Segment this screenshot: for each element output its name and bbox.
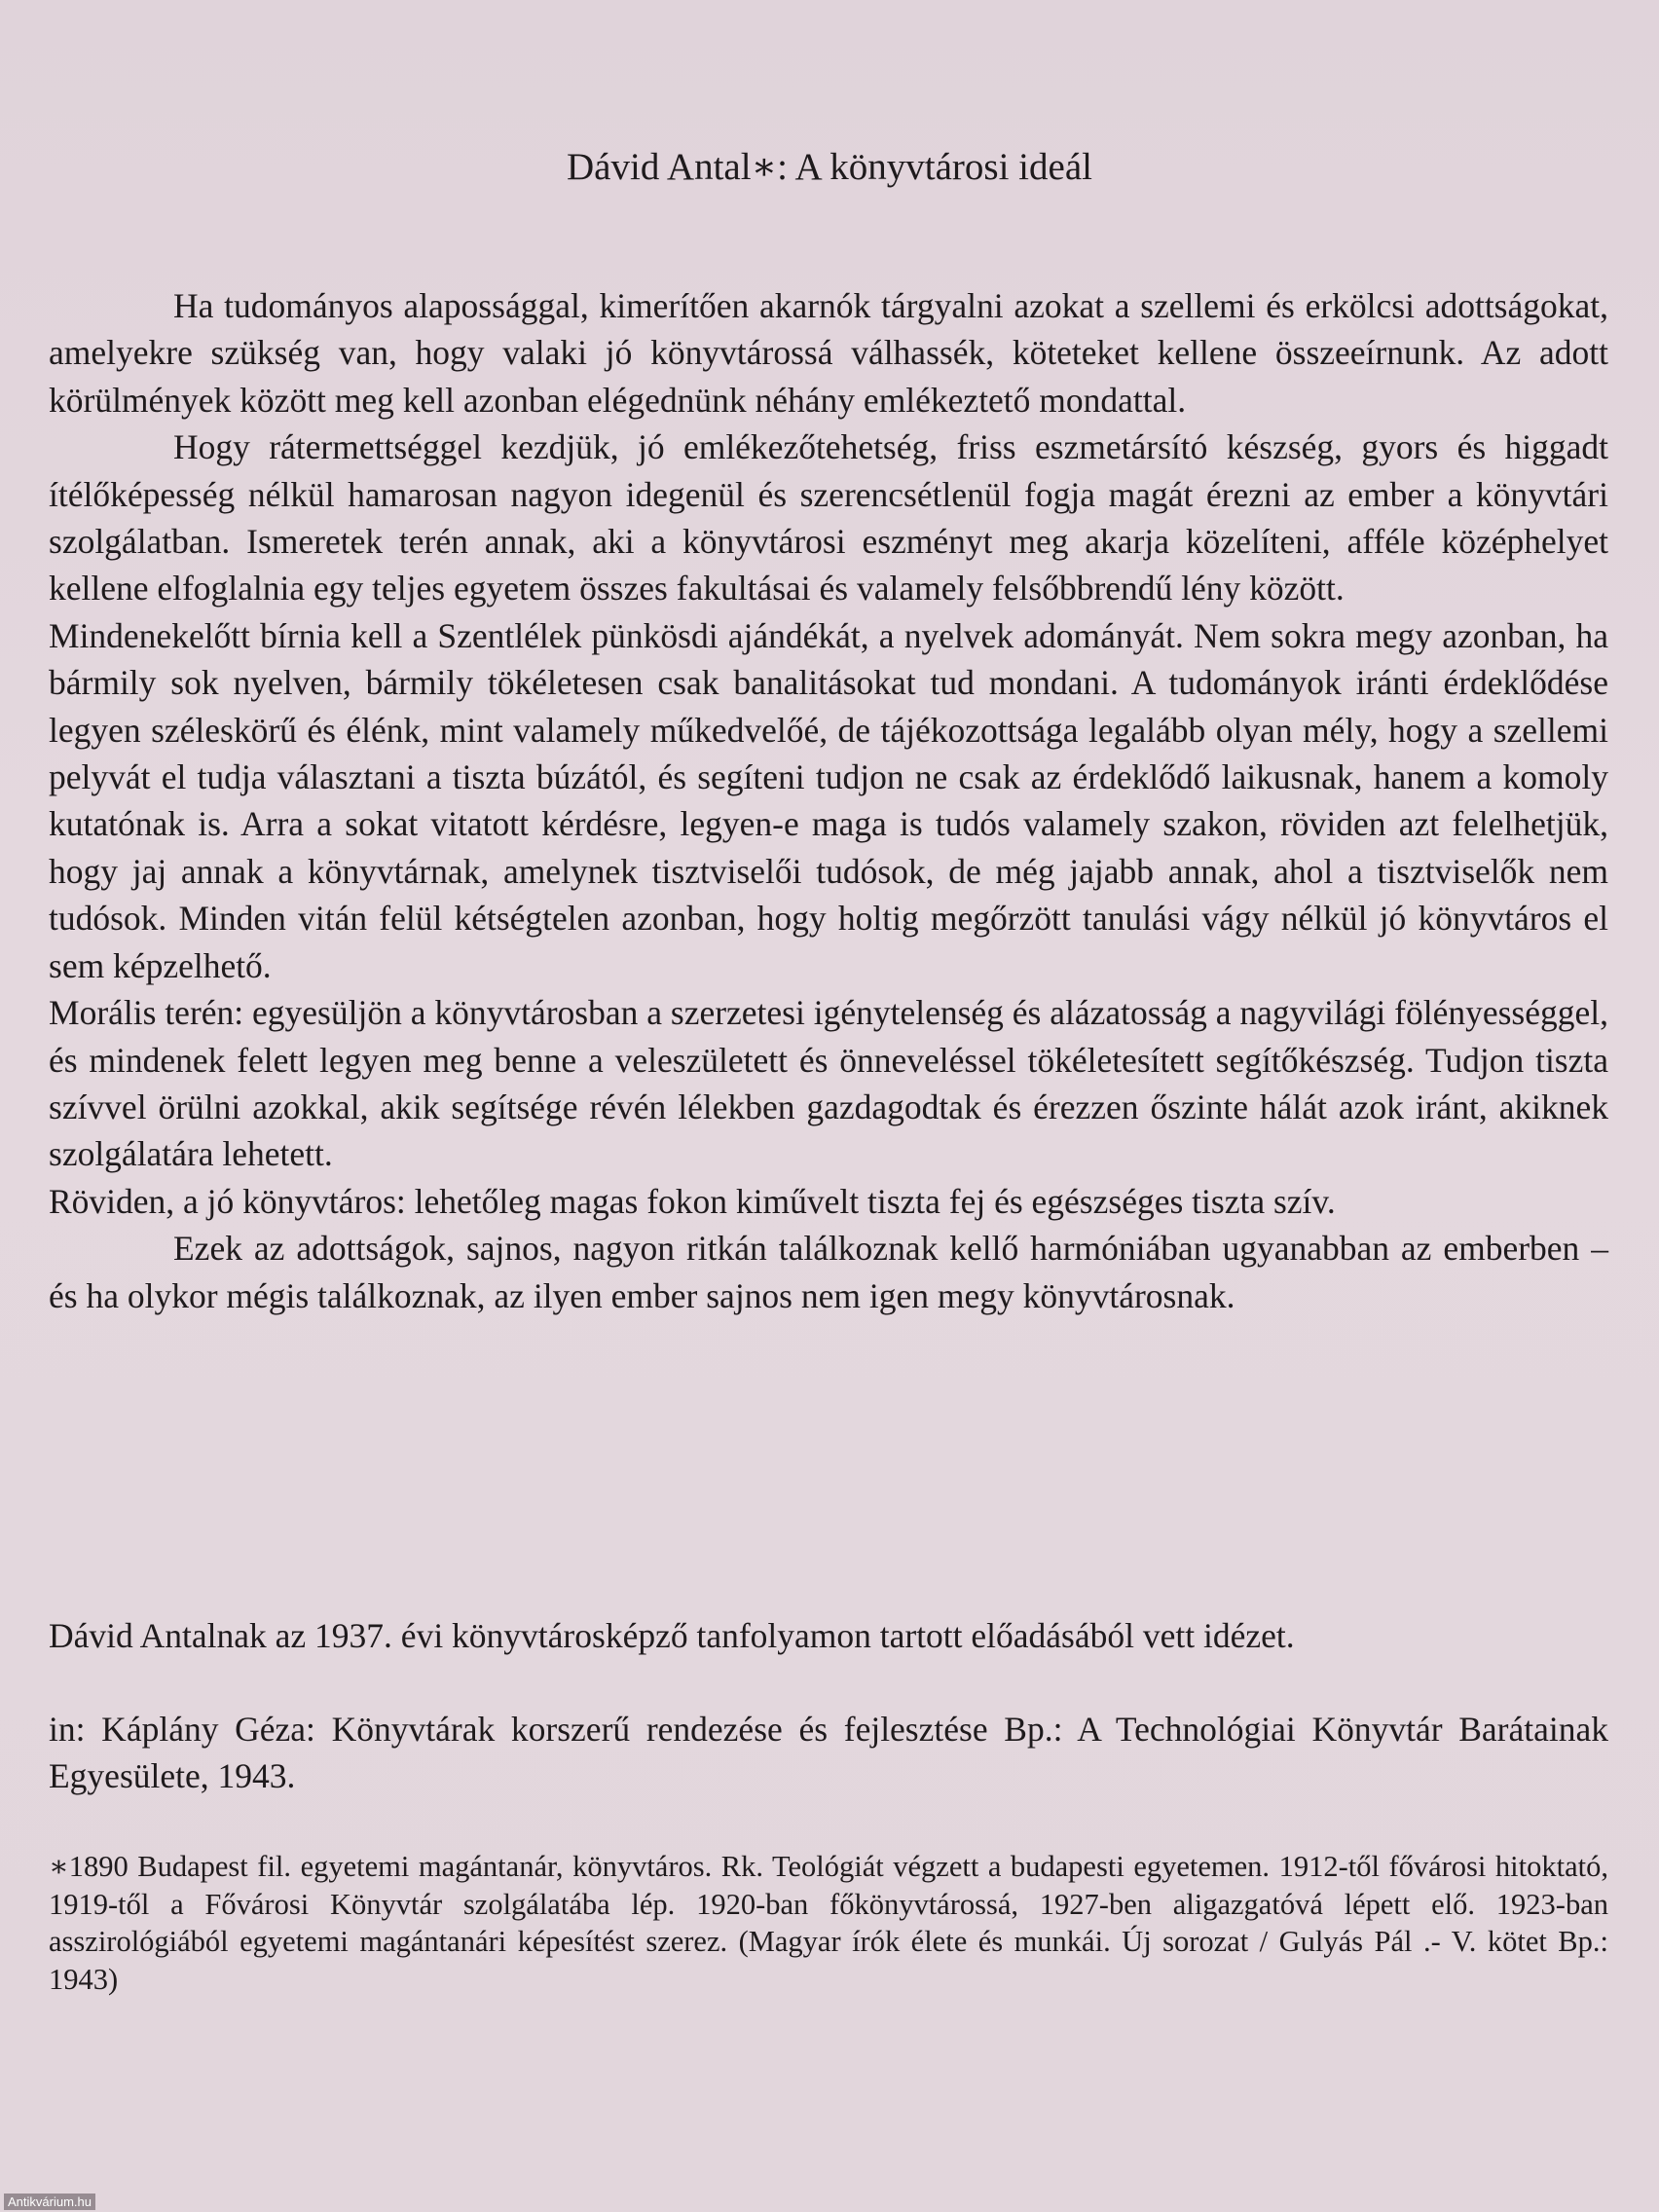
paragraph: Ezek az adottságok, sajnos, nagyon ritkán találkoznak kellő harmóniában ugyanabban az emberben – és ha olykor mégis találkoznak, az ilyen ember sajnos nem igen megy könyvtárosnak.: [49, 1229, 1608, 1315]
quote-source: Dávid Antalnak az 1937. évi könyvtárosképző tanfolyamon tartott előadásából vett idézet.: [49, 1616, 1295, 1655]
document-title: Dávid Antal∗: A könyvtárosi ideál: [567, 146, 1092, 188]
paragraph: Ha tudományos alapossággal, kimerítően akarnók tárgyalni azokat a szellemi és erkölcsi adottságokat, amelyekre szükség van, hogy valaki jó könyvtárossá válhassék, köteteket kellene összeeírnunk. Az adott körülmények között meg kell azonban elégednünk néhány emlékeztető mondattal.: [49, 286, 1608, 420]
footnote: ∗1890 Budapest fil. egyetemi magántanár, könyvtáros. Rk. Teológiát végzett a budapesti egyetemen. 1912-től fővárosi hitoktató, 1919-től a Fővárosi Könyvtár szolgálatába lép. 1920-ban főkönyvtárossá, 1927-ben aligazgatóvá lépett elő. 1923-ban asszirológiából egyetemi magántanári képesítést szerez. (Magyar írók élete és munkái. Új sorozat / Gulyás Pál .- V. kötet Bp.: 1943): [49, 1850, 1608, 1996]
paragraph: Röviden, a jó könyvtáros: lehetőleg magas fokon kiművelt tiszta fej és egészséges tiszta szív.: [49, 1181, 1336, 1221]
paragraph: Mindenekelőtt bírnia kell a Szentlélek pünkösdi ajándékát, a nyelvek adományát. Nem sokra megy azonban, ha bármily sok nyelven, bármily tökéletesen csak banalitásokat tud mondani. A tudományok iránti érdeklődése legyen széleskörű és élénk, mint valamely műkedvelőé, de tájékozottsága legalább olyan mély, hogy a szellemi pelyvát el tudja választani a tiszta búzától, és segíteni tudjon ne csak az érdeklődő laikusnak, hanem a komoly kutatónak is. Arra a sokat vitatott kérdésre, legyen-e maga is tudós valamely szakon, röviden azt felelhetjük, hogy jaj annak a könyvtárnak, amelynek tisztviselői tudósok, de még jajabb annak, ahol a tisztviselők nem tudósok. Minden vitán felül kétségtelen azonban, hogy holtig megőrzött tanulási vágy nélkül jó könyvtáros el sem képzelhető.: [49, 615, 1608, 985]
citation: in: Káplány Géza: Könyvtárak korszerű rendezése és fejlesztése Bp.: A Technológiai Könyvtár Barátainak Egyesülete, 1943.: [49, 1710, 1608, 1795]
paragraph: Morális terén: egyesüljön a könyvtárosban a szerzetesi igénytelenség és alázatosság a nagyvilági fölényességgel, és mindenek felett legyen meg benne a veleszületett és önneveléssel tökéletesített segítőkészség. Tudjon tiszta szívvel örülni azokkal, akik segítsége révén lélekben gazdagodtak és érezzen őszinte hálát azok iránt, akiknek szolgálatára lehetett.: [49, 993, 1608, 1174]
document-body: [49, 282, 1608, 1319]
watermark: Antikvárium.hu: [4, 2194, 95, 2210]
paragraph: Hogy rátermettséggel kezdjük, jó emlékezőtehetség, friss eszmetársító készség, gyors és higgadt ítélőképesség nélkül hamarosan nagyon idegenül és szerencsétlenül fogja magát érezni az ember a könyvtári szolgálatban. Ismeretek terén annak, aki a könyvtárosi eszményt meg akarja közelíteni, afféle középhelyet kellene elfoglalnia egy teljes egyetem összes fakultásai és valamely felsőbbrendű lény között.: [49, 427, 1608, 608]
